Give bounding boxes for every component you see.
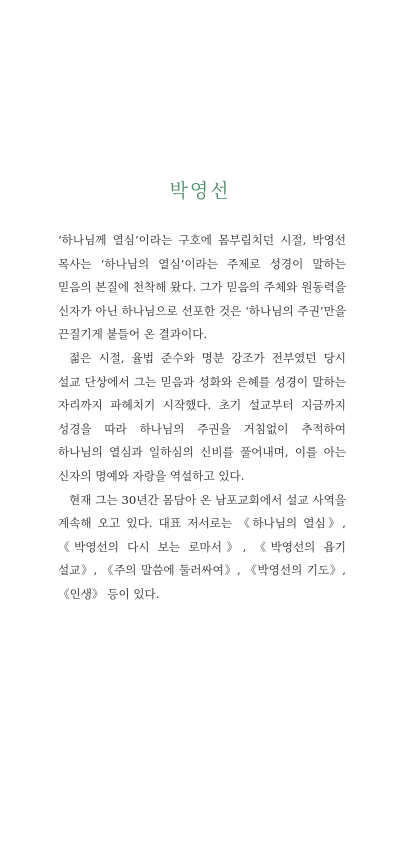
author-name: 박영선 — [169, 180, 231, 202]
bio-paragraph-1: ‘하나님께 열심’이라는 구호에 몸부림치던 시절, 박영선 목사는 ‘하나님의 열심’이라는 주제로 성경이 말하는 믿음의 본질에 천착해 왔다. 그가 믿음의 주체와 원동력을 신자가 아닌 하나님으로 선포한 것은 ‘하나님의 주권’만을 끈질기게 붙들어 온 결과이다. — [58, 233, 346, 342]
author-bio — [58, 229, 346, 607]
bio-paragraph-3: 현재 그는 30년간 몸담아 온 남포교회에서 설교 사역을 계속해 오고 있다. 대표 저서로는 《하나님의 열심》, 《박영선의 다시 보는 로마서》, 《박영선의 욥기 설교》, 《주의 말씀에 둘러싸여》, 《박영선의 기도》, 《인생》 등이 있다. — [58, 492, 346, 601]
bio-paragraph-2: 젊은 시절, 율법 준수와 명분 강조가 전부였던 당시 설교 단상에서 그는 믿음과 성화와 은혜를 성경이 말하는 자리까지 파헤치기 시작했다. 초기 설교부터 지금까지 성경을 따라 하나님의 주권을 거침없이 추적하여 하나님의 열심과 일하심의 신비를 풀어내며, 이를 아는 신자의 명예와 자랑을 역설하고 있다. — [58, 350, 346, 483]
